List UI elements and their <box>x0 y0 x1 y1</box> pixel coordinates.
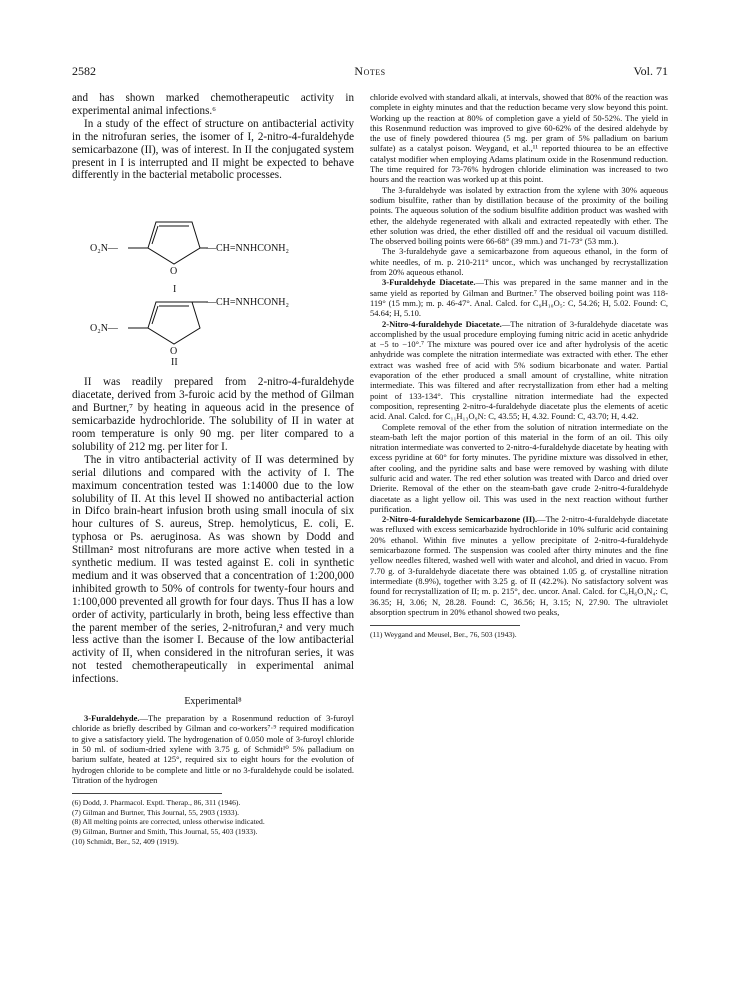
paragraph <box>370 319 668 422</box>
footnote: (6) Dodd, J. Pharmacol. Exptl. Therap., 86, 311 (1946). <box>72 798 241 808</box>
paragraph-text: —The nitration of 3-furaldehyde diacetate was accomplished by the usual procedure employing fuming nitric acid in acetic anhydride at −5 to −10°.⁷ The mixture was poured over ice and after hydrolysis of the acetic anhydride was complete the nitration intermediate was extracted with ether. The ether extract was washed free of acid with 5% sodium bicarbonate and water. Partial evaporation of the ether produced a small amount of crystalline, white nitration intermediate. This was filtered and after recrystallization from ether had a melting point of 133-134°. This crystalline nitration intermediate had the expected composition, representing 2-nitro-4-furaldehyde diacetate plus the elements of acetic acid. Anal. Calcd. for C₁₁H₁₃O₉N: C, 43.55; H, 4.32. Found: C, 43.70; H, 4.42. <box>370 318 668 422</box>
paragraph: chloride evolved with standard alkali, at intervals, showed that 80% of the reaction was complete in eighty minutes and that the reduction became very slow beyond this point. Working up the reaction at 80% of completion gave a yield of 50-52%. The yield in this Rosenmund reduction was improved to give 60-62% of the desired aldehyde by the use of finely powdered thiourea (5 mg. per gram of 5% palladium on barium sulfate) as a catalyst poison. Weygand, et al.,¹¹ reported thiourea to be an effective catalyst modifier when employing Adams platinum oxide in the Rosenmund reduction. The time required for 73-76% hydrogen chloride elimination was increased to two hours and the reaction was worked up at this point. <box>370 92 668 185</box>
page-number: 2582 <box>72 64 96 78</box>
run-in-heading: 3-Furaldehyde Diacetate. <box>382 277 476 288</box>
footnote-rule <box>72 793 222 794</box>
structure-i-side-chain: —CH=NNHCONH₂ <box>206 243 290 255</box>
structure-i <box>90 222 289 295</box>
run-in-heading: 2-Nitro-4-furaldehyde Semicarbazone (II). <box>382 514 538 525</box>
footnotes <box>72 798 354 846</box>
paragraph-text: —The preparation by a Rosenmund reduction of 3-furoyl chloride as briefly described by Gilman and co-workers⁷·⁹ required modification to give a satisfactory yield. The hydrogenation of 0.050 mole of 3-furoyl chloride in 50 ml. of sodium-dried xylene with 3.75 g. of Schmidt¹⁰ 5% palladium on barium sulfate, heated at 125°, required six to eight hours for the evolution of hydrogen chloride to be complete and little or no 3-furaldehyde could be isolated. Titration of the hydrogen <box>72 713 354 785</box>
footnote: (9) Gilman, Burtner and Smith, This Journal, 55, 403 (1933). <box>72 826 258 836</box>
running-title: Notes <box>354 64 386 78</box>
structure-ii-side-chain: —CH=NNHCONH₂ <box>206 297 290 309</box>
paragraph: In a study of the effect of structure on antibacterial activity in the nitrofuran series, the isomer of I, 2-nitro-4-furaldehyde semicarbazone (II), was of interest. In II the conjugated system present in I is interrupted and II might be expected to behave differently in the bacterial metabolic processes. <box>72 117 354 182</box>
run-in-heading: 3-Furaldehyde. <box>84 713 140 724</box>
paragraph: The in vitro antibacterial activity of II was determined by serial dilutions and compared with the activity of I. The maximum concentration tested was 1:14000 due to the low solubility of II. At this level II showed no antibacterial action in Difco brain-heart infusion broth using small inocula of six hour cultures of S. aureus, Strep. hemolyticus, E. coli, E. typhosa or Ps. aeruginosa. As was shown by Dodd and Stillman² most nitrofurans are more active when tested in a synthetic medium. II was tested against E. coli in synthetic medium and it was observed that a concentration of 1:200,000 inhibited growth to 50% of controls for twenty-four hours and 1:100,000 prevented all growth for four days. Thus II has a low order of activity, particularly in broth, being less effective than the parent member of the series, 2-nitrofuran,² and very much less active than the isomer I. Because of the low antibacterial activity of II, when considered in the nitrofuran series, it was not tested chemotherapeutically in experimental animal infections. <box>72 453 354 686</box>
structure-diagram <box>72 192 354 366</box>
footnote-rule <box>370 625 520 626</box>
section-heading: Experimental⁸ <box>184 696 242 708</box>
paragraph: II was readily prepared from 2-nitro-4-furaldehyde diacetate, derived from 3-furoic acid by the method of Gilman and Burtner,⁷ by heating in aqueous acid in the presence of semicarbazide hydrochloride. The solubility of II in water at room temperature is only 90 mg. per liter compared to a solubility of 212 mg. per liter for I. <box>72 376 354 453</box>
structure-i-ring-oxygen: O <box>170 266 178 278</box>
structure-i-label: I <box>173 284 177 296</box>
run-in-heading: 2-Nitro-4-furaldehyde Diacetate. <box>382 318 502 329</box>
paragraph: The 3-furaldehyde was isolated by extraction from the xylene with 30% aqueous sodium bisulfite, rather than by distillation because of the proximity of the boiling points. The aqueous solution of the sodium bisulfite addition product was washed with ether, the aldehyde regenerated with alkali and extracted repeatedly with ether. The ether solution was dried, the ether distilled off and the residual oil vacuum distilled. The observed boiling points were 66-68° (39 mm.) and 71-73° (53 mm.). <box>370 184 668 247</box>
paragraph: and has shown marked chemotherapeutic activity in experimental animal infections.⁶ <box>72 92 354 117</box>
page-header <box>72 64 668 80</box>
structure-ii <box>90 297 289 366</box>
paragraph <box>370 277 668 318</box>
structure-ii-ring-oxygen: O <box>170 346 178 358</box>
left-column <box>72 92 354 846</box>
paragraph <box>72 713 354 785</box>
structure-ii-substituent: O₂N— <box>90 323 118 335</box>
paragraph-text: —The 2-nitro-4-furaldehyde diacetate was refluxed with excess semicarbazide hydrochloride in 10% sulfuric acid containing 20% ethanol. Within five minutes a yellow precipitate of 2-nitro-4-furaldehyde semicarbazone formed. The suspension was cooled after thirty minutes and the fine yellow needles filtered, washed well with water and alcohol, and dried in vacuo. From 7.70 g. of 3-furaldehyde diacetate there was obtained 1.05 g. of crystalline nitration intermediate (8.9%), together with 3.25 g. of II (42.2%). No satisfactory solvent was found for recrystallization of II; m. p. 215°, dec. uncor. Anal. Calcd. for C₆H₆O₄N₄: C, 36.35; H, 3.06; N, 28.28. Found: C, 36.56; H, 3.15; N, 27.90. The ultraviolet absorption spectrum in 20% ethanol showed two peaks, <box>370 514 668 617</box>
paragraph <box>370 514 668 617</box>
paragraph-text: —This was prepared in the same manner and in the same yield as reported by Gilman and Burtner.⁷ The observed boiling point was 118-119° (15 mm.); m. p. 46-47°. Anal. Calcd. for C₉H₁₀O₅: C, 54.26; H, 5.02. Found: C, 54.64; H, 5.10. <box>370 277 668 319</box>
structure-i-substituent: O₂N— <box>90 243 118 255</box>
footnote: (11) Weygand and Meusel, Ber., 76, 503 (1943). <box>370 630 517 640</box>
right-column <box>370 92 668 640</box>
volume-label: Vol. 71 <box>633 64 668 78</box>
footnote: (10) Schmidt, Ber., 52, 409 (1919). <box>72 836 179 846</box>
chemical-structures <box>72 192 354 366</box>
footnote: (8) All melting points are corrected, unless otherwise indicated. <box>72 817 265 827</box>
structure-ii-label: II <box>171 357 178 367</box>
paragraph: Complete removal of the ether from the solution of nitration intermediate on the steam-bath left the major portion of this material in the form of an oil. This oily nitration intermediate was converted to 2-nitro-4-furaldehyde diacetate by heating with excess pyridine at 60° for forty minutes. The pyridine mixture was dissolved in ether, after cooling, and the pyridine salts and base were removed by washing with dilute sulfuric acid and water. The red ether solution was treated with Darco and dried over Drierite. Removal of the ether on the steam-bath gave crude 2-nitro-4-furaldehyde diacetate as a light yellow oil. This was used in the next reaction without further purification. <box>370 421 668 514</box>
paragraph: The 3-furaldehyde gave a semicarbazone from aqueous ethanol, in the form of white needles, of m. p. 210-211° uncor., which was unchanged by recrystallization from 20% aqueous ethanol. <box>370 246 668 278</box>
footnote: (7) Gilman and Burtner, This Journal, 55, 2903 (1933). <box>72 807 240 817</box>
